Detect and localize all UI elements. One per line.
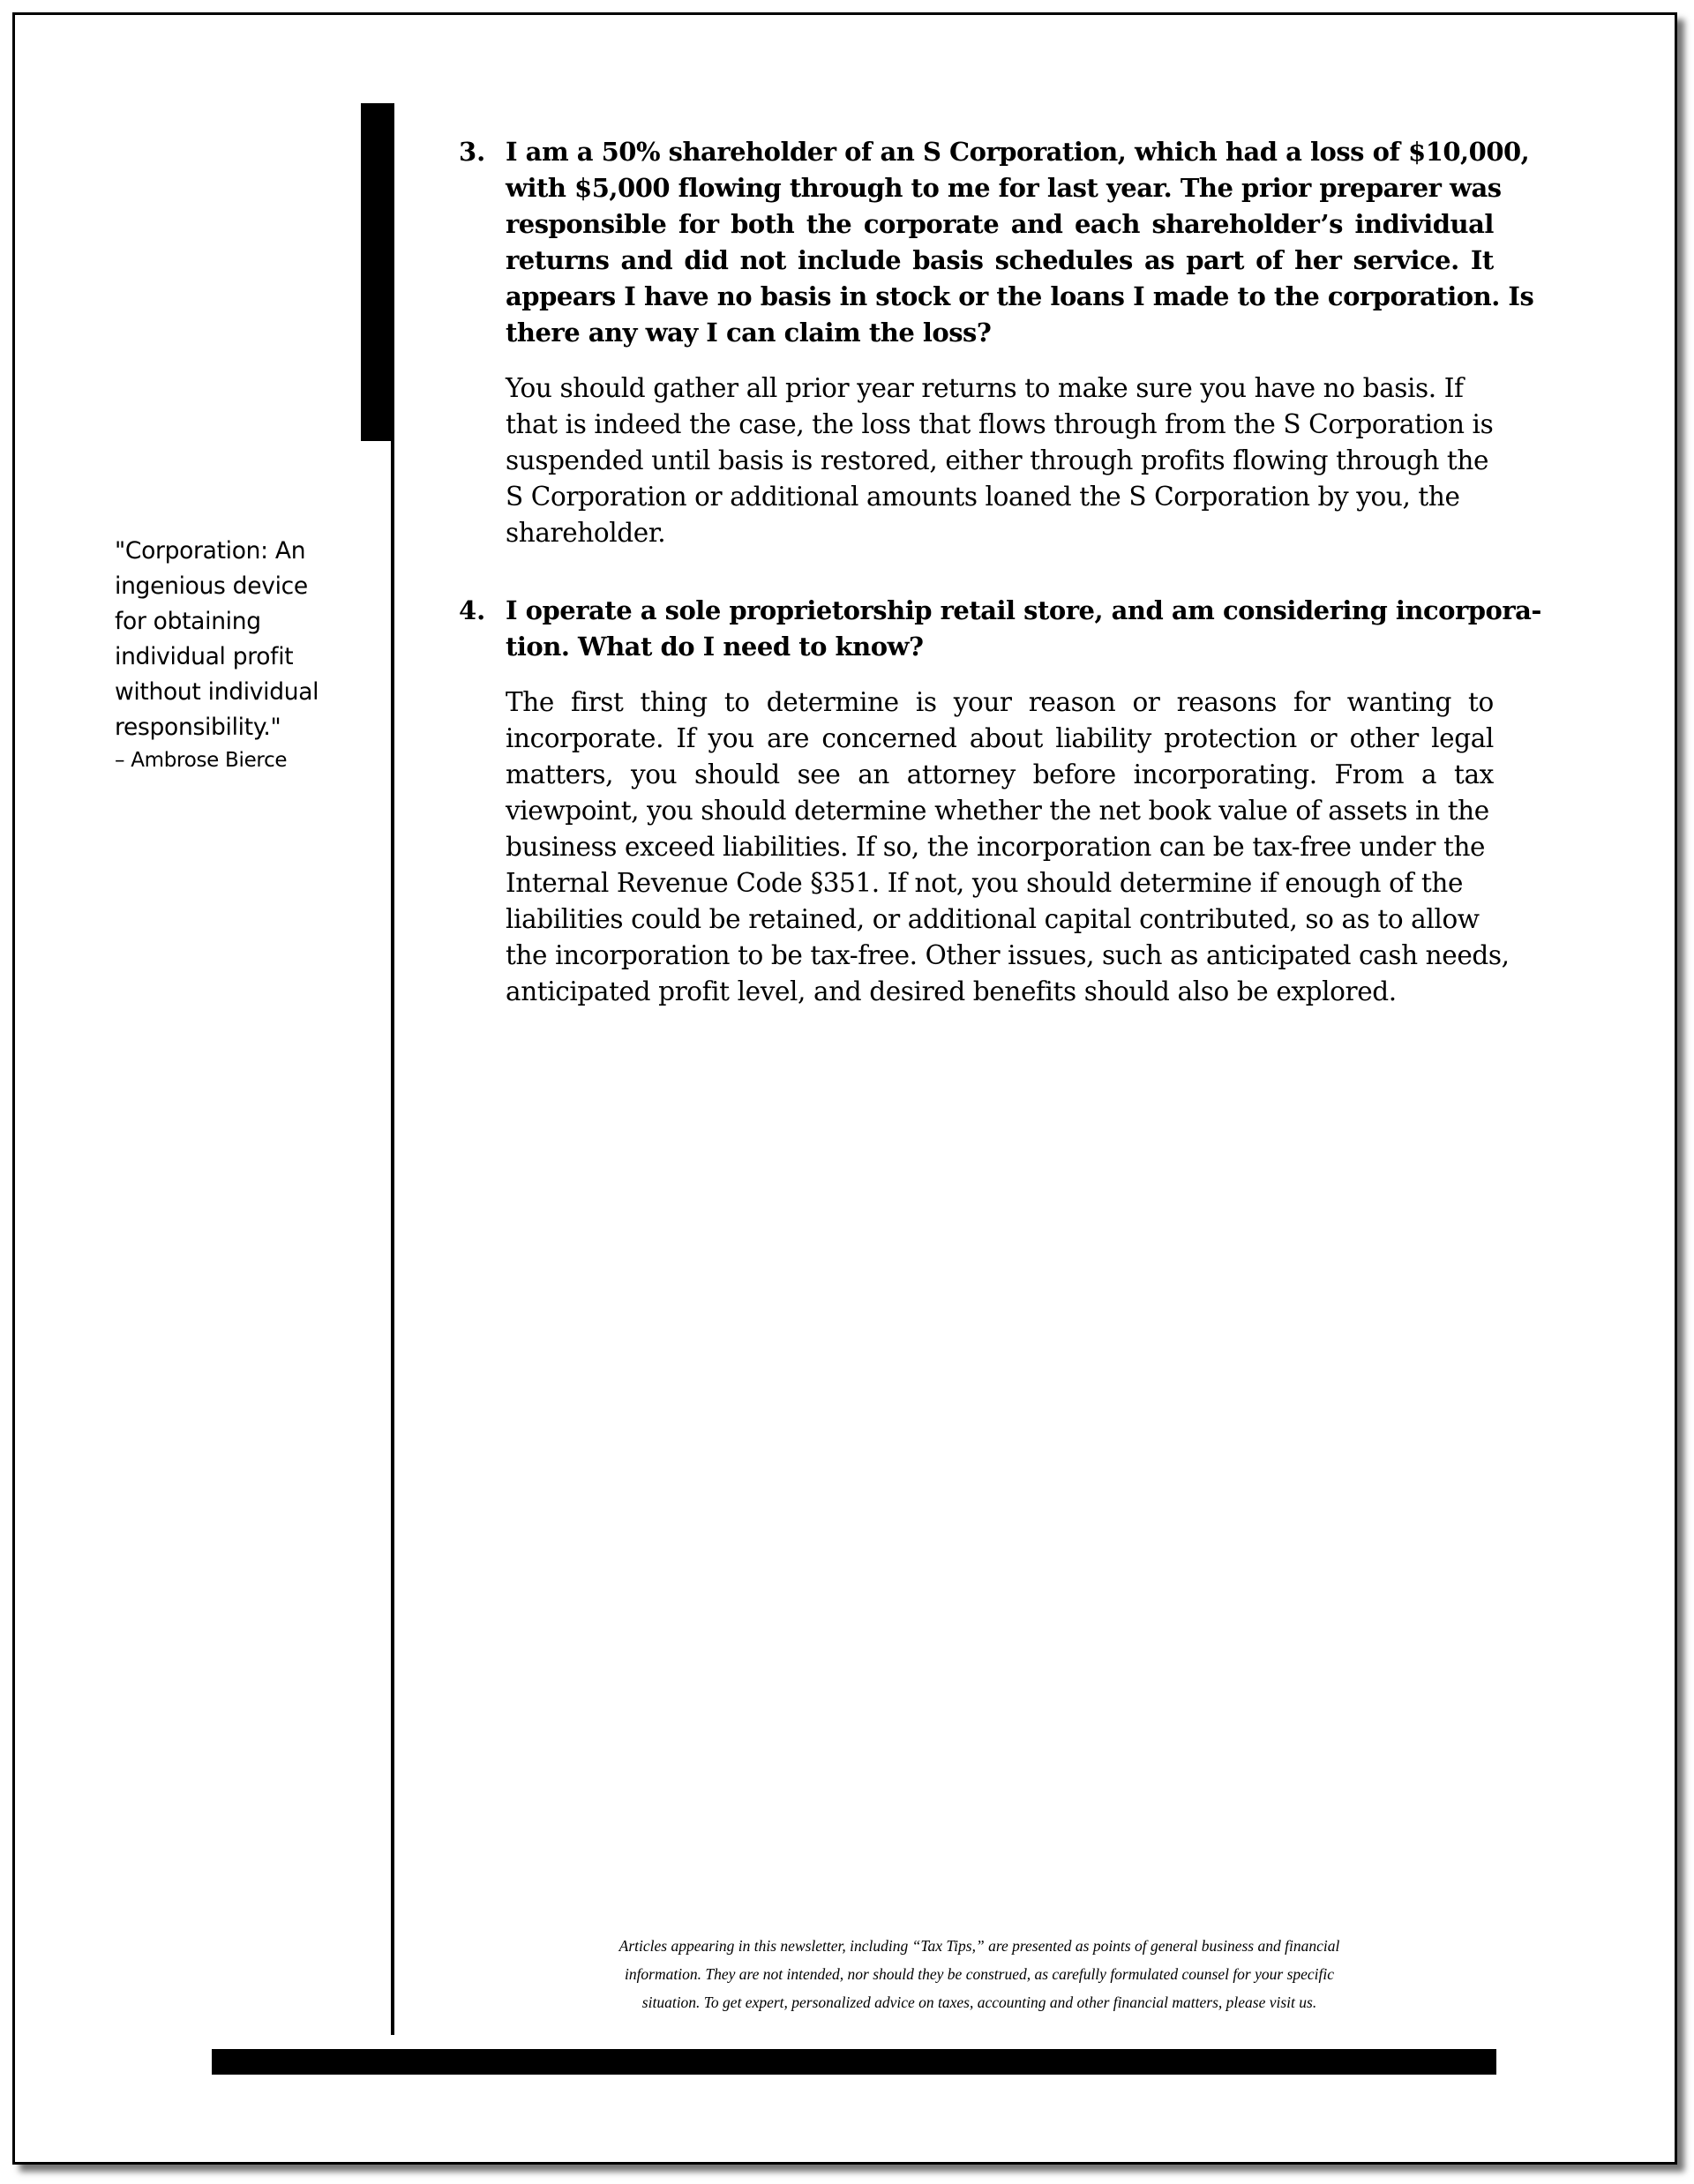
word: wanting	[1346, 687, 1451, 717]
question-line: I operate a sole proprietorship retail store, and am considering incorpora-	[506, 595, 1541, 625]
word: the	[806, 209, 852, 239]
question-line: I am a 50% shareholder of an S Corporation, which had a loss of $10,000,	[506, 137, 1530, 167]
quote-line: "Corporation: An	[115, 537, 306, 565]
word: individual	[1354, 209, 1494, 239]
answer-line: business exceed liabilities. If so, the incorporation can be tax-free under the	[506, 832, 1486, 862]
quote-line: without individual	[115, 678, 319, 706]
word: reason	[1028, 687, 1116, 717]
word: first	[571, 687, 624, 717]
word: to	[723, 687, 750, 717]
word: and	[1010, 209, 1063, 239]
word: as	[1143, 245, 1175, 275]
question-number: 4.	[459, 595, 486, 625]
answer-line: suspended until basis is restored, either through profits flowing through the	[506, 445, 1489, 475]
word: corporate	[863, 209, 1000, 239]
answer-line	[506, 684, 1494, 721]
word: liability	[1055, 723, 1151, 753]
answer-text	[506, 370, 1494, 551]
question-text	[506, 134, 1534, 351]
quote-line: individual profit	[115, 643, 294, 670]
question-line: with $5,000 flowing through to me for last year. The prior preparer was	[506, 173, 1502, 203]
word: for	[1293, 687, 1330, 717]
sidebar-quote	[115, 534, 344, 775]
word: The	[506, 687, 554, 717]
quote-attribution: – Ambrose Bierce	[115, 749, 288, 772]
footer-bar	[212, 2049, 1496, 2075]
answer-line: S Corporation or additional amounts loaned the S Corporation by you, the	[506, 482, 1460, 512]
word: should	[693, 759, 780, 789]
accent-bar	[361, 103, 394, 441]
answer-line: anticipated profit level, and desired benefits should also be explored.	[506, 976, 1397, 1006]
disclaimer-line: information. They are not intended, nor should they be construed, as carefully formulated counsel for your specific	[624, 1965, 1335, 1983]
word: a	[1421, 759, 1437, 789]
word: determine	[766, 687, 899, 717]
word: other	[1349, 723, 1419, 753]
word: or	[1309, 723, 1338, 753]
word: legal	[1431, 723, 1494, 753]
word: both	[731, 209, 795, 239]
vertical-rule	[391, 103, 394, 2035]
word: responsible	[506, 209, 667, 239]
word: you	[708, 723, 754, 753]
word: did	[684, 245, 729, 275]
answer-line: You should gather all prior year returns to make sure you have no basis. If	[506, 373, 1464, 403]
word: incorporate.	[506, 723, 664, 753]
word: thing	[640, 687, 708, 717]
word: attorney	[906, 759, 1016, 789]
disclaimer	[494, 1932, 1465, 2016]
word: before	[1032, 759, 1116, 789]
answer-line: Internal Revenue Code §351. If not, you should determine if enough of the	[506, 868, 1464, 898]
word: incorporating.	[1133, 759, 1317, 789]
question-line: tion. What do I need to know?	[506, 632, 924, 662]
word: protection	[1164, 723, 1297, 753]
question-line: appears I have no basis in stock or the loans I made to the corporation. Is	[506, 281, 1534, 311]
question-text	[506, 593, 1541, 665]
word: not	[739, 245, 786, 275]
word: It	[1470, 245, 1494, 275]
answer-line	[506, 721, 1494, 757]
answer-line: viewpoint, you should determine whether the net book value of assets in the	[506, 796, 1489, 826]
word: for	[678, 209, 719, 239]
word: tax	[1454, 759, 1494, 789]
quote-line: ingenious device	[115, 572, 308, 600]
word: to	[1468, 687, 1494, 717]
answer-line: shareholder.	[506, 518, 666, 548]
word: concerned	[821, 723, 957, 753]
word: part	[1186, 245, 1244, 275]
word: returns	[506, 245, 610, 275]
answer-line: liabilities could be retained, or additional capital contributed, so as to allow	[506, 904, 1480, 934]
question-line: there any way I can claim the loss?	[506, 318, 992, 348]
word: shareholder’s	[1151, 209, 1343, 239]
word: basis	[912, 245, 984, 275]
answer-line: the incorporation to be tax-free. Other issues, such as anticipated cash needs,	[506, 940, 1510, 970]
word: each	[1074, 209, 1140, 239]
answer-line: that is indeed the case, the loss that flows through from the S Corporation is	[506, 409, 1494, 439]
word: are	[767, 723, 810, 753]
word: and	[620, 245, 673, 275]
word: reasons	[1176, 687, 1277, 717]
question-number: 3.	[459, 137, 486, 167]
answer-line	[506, 757, 1494, 793]
question-line	[506, 243, 1494, 279]
word: see	[797, 759, 841, 789]
word: or	[1132, 687, 1160, 717]
word: schedules	[994, 245, 1133, 275]
disclaimer-line: Articles appearing in this newsletter, including “Tax Tips,” are presented as points of general business and financial	[618, 1937, 1340, 1955]
word: an	[858, 759, 889, 789]
word: you	[630, 759, 678, 789]
word: is	[915, 687, 937, 717]
question-line	[506, 206, 1494, 243]
word: If	[676, 723, 696, 753]
word: her	[1294, 245, 1342, 275]
word: include	[798, 245, 902, 275]
quote-line: for obtaining	[115, 608, 261, 635]
quote-line: responsibility."	[115, 714, 281, 741]
word: of	[1256, 245, 1283, 275]
disclaimer-line: situation. To get expert, personalized advice on taxes, accounting and other financial matters, please visit us.	[641, 1993, 1317, 2011]
word: about	[969, 723, 1043, 753]
word: service.	[1353, 245, 1459, 275]
word: From	[1334, 759, 1405, 789]
word: matters,	[506, 759, 614, 789]
answer-text	[506, 684, 1510, 1010]
word: your	[953, 687, 1012, 717]
